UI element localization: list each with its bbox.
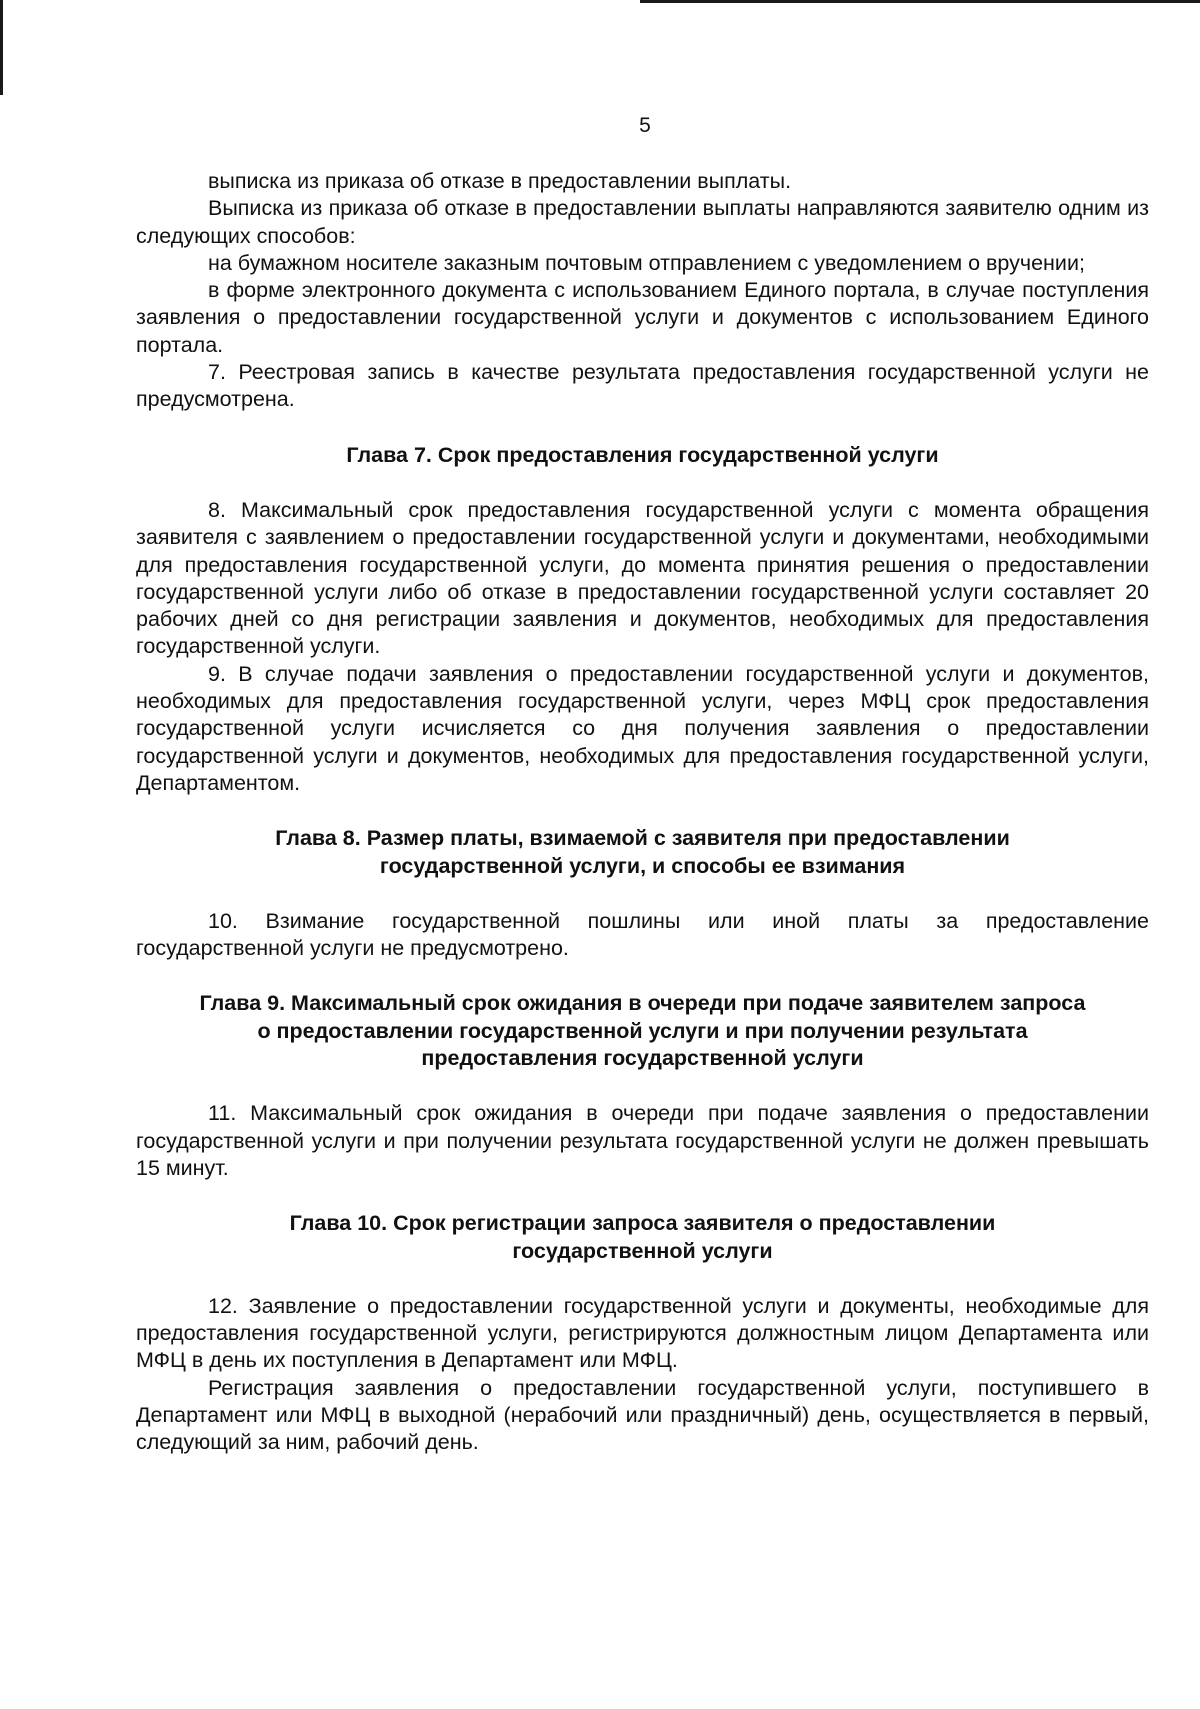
paragraph: в форме электронного документа с использованием Единого портала, в случае поступления заявления о предоставлении государственной услуги и документов с использованием Единого портала.: [136, 278, 1149, 357]
scan-edge-left: [0, 0, 3, 95]
chapter-9-heading-line-2: о предоставлении государственной услуги и при получении результата: [257, 1018, 1028, 1043]
chapter-8-heading-line-1: Глава 8. Размер платы, взимаемой с заявителя при предоставлении: [275, 826, 1010, 851]
paragraph: 9. В случае подачи заявления о предоставлении государственной услуги и документов, необходимых для предоставления государственной услуги, через МФЦ срок предоставления государственной услуги исчисляется со дня получения заявления о предоставлении государственной услуги и документов, необходимых для предоставления государственной услуги, Департаментом.: [136, 661, 1149, 795]
paragraph: Регистрация заявления о предоставлении государственной услуги, поступившего в Департамент или МФЦ в выходной (нерабочий или праздничный) день, осуществляется в первый, следующий за ним, рабочий день.: [136, 1375, 1149, 1455]
paragraph: 11. Максимальный срок ожидания в очереди при подаче заявления о предоставлении государственной услуги и при получении результата государственной услуги не должен превышать 15 минут.: [136, 1101, 1149, 1180]
paragraph: 12. Заявление о предоставлении государственной услуги и документы, необходимые для предоставления государственной услуги, регистрируются должностным лицом Департамента или МФЦ в день их поступления в Департамент или МФЦ.: [136, 1293, 1149, 1373]
spacer: [136, 880, 1149, 908]
paragraph: на бумажном носителе заказным почтовым отправлением с уведомлением о вручении;: [208, 250, 1085, 275]
chapter-7-heading: Глава 7. Срок предоставления государственной услуги: [346, 442, 939, 467]
chapter-8-heading: [136, 825, 1149, 880]
scan-edge-top: [640, 0, 1200, 3]
chapter-9-heading: [136, 990, 1149, 1072]
chapter-10-heading: [136, 1210, 1149, 1265]
spacer: [136, 962, 1149, 990]
chapter-9-heading-line-3: предоставления государственной услуги: [421, 1046, 864, 1071]
document-body: [136, 168, 1149, 1457]
chapter-8-heading-line-2: государственной услуги, и способы ее взимания: [379, 853, 906, 878]
paragraph: Выписка из приказа об отказе в предоставлении выплаты направляются заявителю одним из следующих способов:: [136, 196, 1149, 248]
page-number: 5: [639, 114, 651, 137]
spacer: [136, 1265, 1149, 1293]
chapter-10-heading-line-2: государственной услуги: [512, 1238, 773, 1263]
chapter-10-heading-line-1: Глава 10. Срок регистрации запроса заявителя о предоставлении: [289, 1211, 996, 1236]
spacer: [136, 1072, 1149, 1100]
spacer: [136, 797, 1149, 825]
spacer: [136, 1182, 1149, 1210]
paragraph: 7. Реестровая запись в качестве результата предоставления государственной услуги не предусмотрена.: [136, 360, 1149, 412]
spacer: [136, 414, 1149, 442]
paragraph: выписка из приказа об отказе в предоставлении выплаты.: [208, 169, 792, 193]
paragraph: 8. Максимальный срок предоставления государственной услуги с момента обращения заявителя с заявлением о предоставлении государственной услуги и документами, необходимыми для предоставления государственной услуги, до момента принятия решения о предоставлении государственной услуги либо об отказе в предоставлении государственной услуги составляет 20 рабочих дней со дня регистрации заявления и документов, необходимых для предоставления государственной услуги.: [136, 497, 1149, 659]
spacer: [136, 469, 1149, 497]
chapter-9-heading-line-1: Глава 9. Максимальный срок ожидания в очереди при подаче заявителем запроса: [199, 991, 1086, 1016]
paragraph: 10. Взимание государственной пошлины или иной платы за предоставление государственной услуги не предусмотрено.: [136, 908, 1149, 961]
